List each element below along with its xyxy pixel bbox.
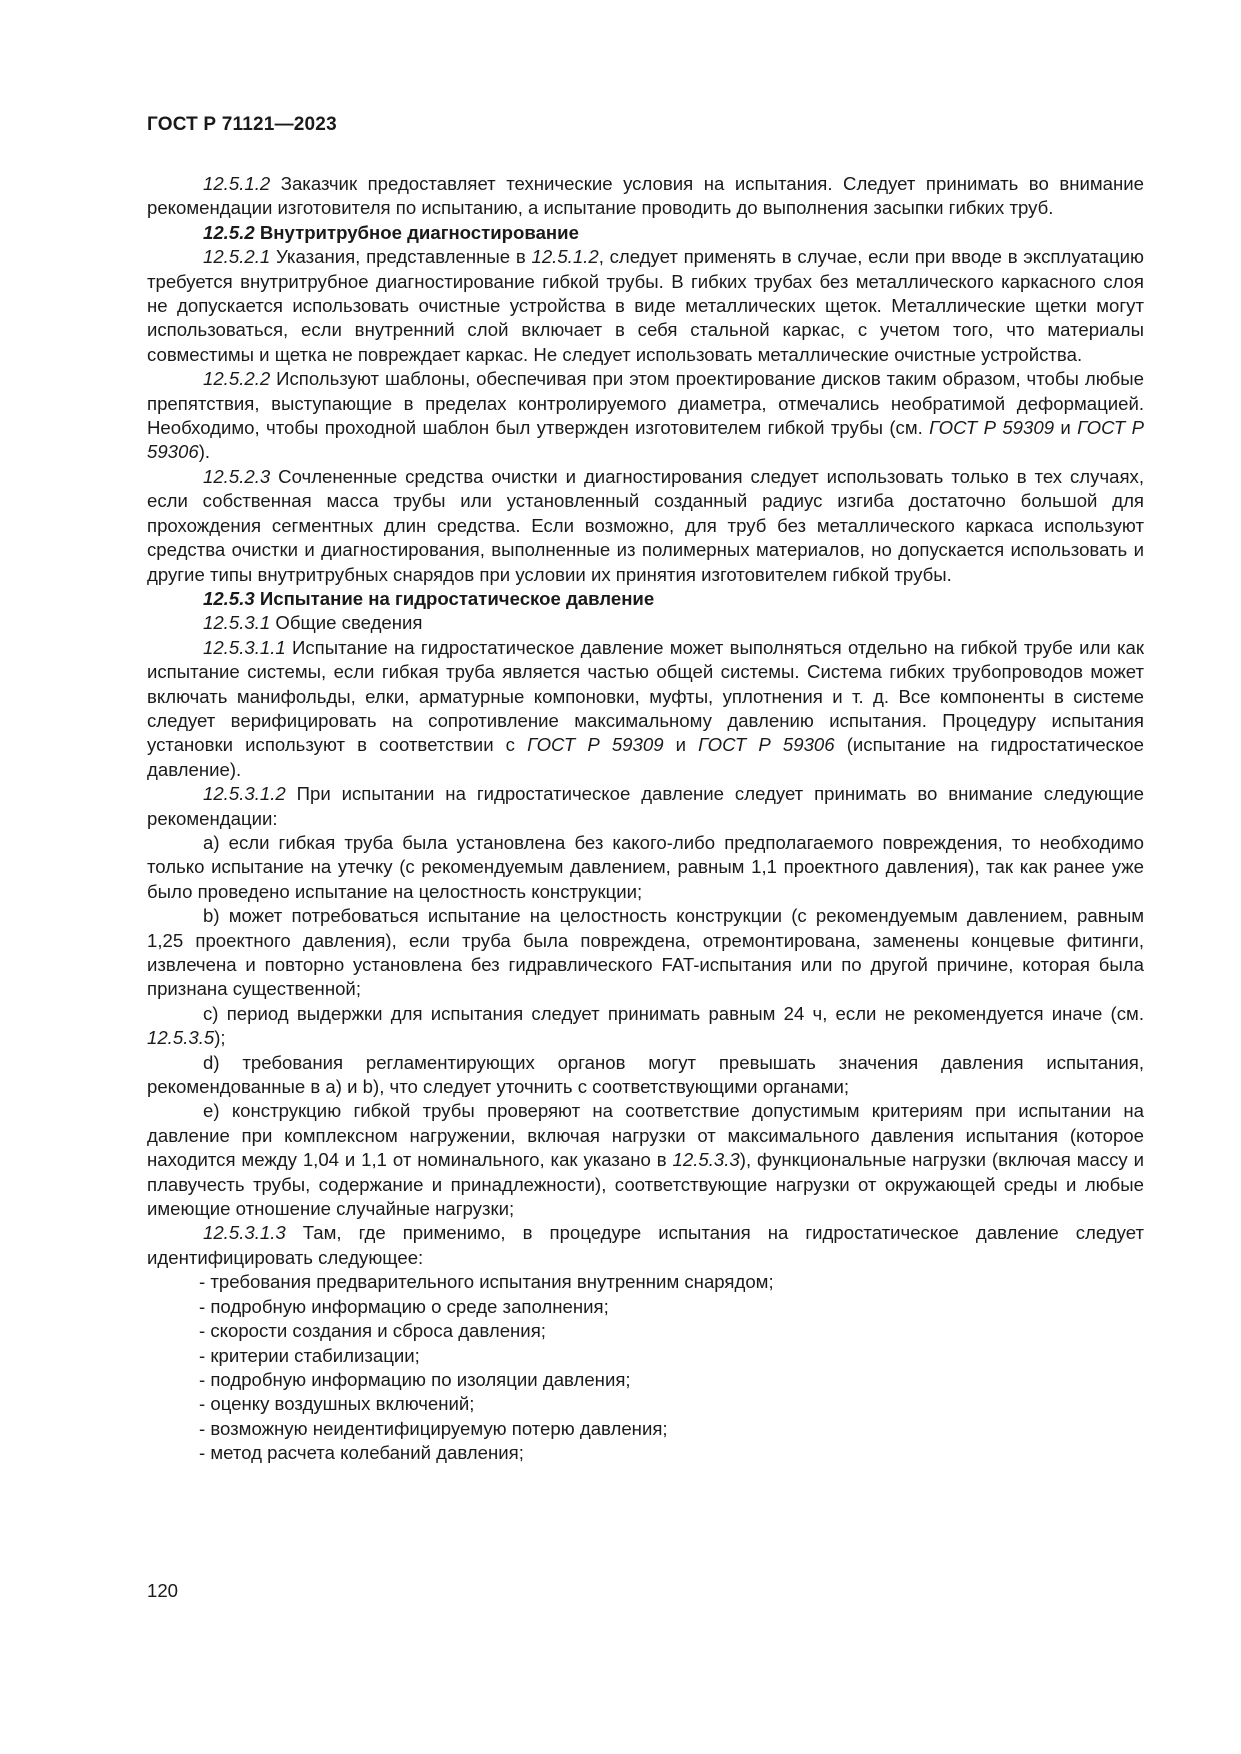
- section-number: 12.5.2: [203, 221, 255, 243]
- clause-number: 12.5.2.2: [203, 368, 271, 390]
- paragraph-text: Там, где применимо, в процедуре испытания на гидростатическое давление следует идентифицировать следующее:: [147, 1222, 1144, 1268]
- list-item-a: a) если гибкая труба была установлена без какого-либо предполагаемого повреждения, то необходимо только испытание на утечку (с рекомендуемым давлением, равным 1,1 проектного давления), так как ранее уже было проведено испытание на целостность конструкции;: [147, 831, 1144, 902]
- dash-list-item: - критерии стабилизации;: [199, 1344, 420, 1366]
- dash-list-item: - возможную неидентифицируемую потерю давления;: [199, 1417, 668, 1439]
- paragraph-text: ).: [198, 441, 211, 463]
- clause-number: 12.5.3.1.2: [203, 783, 286, 805]
- standard-reference: ГОСТ Р 59309: [527, 734, 664, 756]
- paragraph-text: Используют шаблоны, обеспечивая при этом проектирование дисков таким образом, чтобы любые препятствия, выступающие в пределах контролируемого диаметра, отмечались необратимой деформацией. Необходимо, чтобы проходной шаблон был утвержден изготовителем гибкой трубы (см.: [147, 368, 1144, 439]
- clause-number: 12.5.1.2: [203, 173, 271, 194]
- paragraph-text: Испытание на гидростатическое давление может выполняться отдельно на гибкой трубе или как испытание системы, если гибкая труба является частью общей системы. Система гибких трубопроводов может включать манифольды, елки, арматурные компоновки, муфты, уплотнения и т. д. Все компоненты в системе следует верифицировать на сопротивление максимальному давлению испытания. Процедуру испытания установки используют в соответствии с: [147, 636, 1144, 756]
- clause-reference: 12.5.1.2: [531, 246, 599, 268]
- list-item-e: [147, 1099, 1144, 1221]
- dash-list-item: - требования предварительного испытания внутренним снарядом;: [199, 1271, 774, 1293]
- clause-number: 12.5.3.1: [203, 612, 271, 634]
- document-header: ГОСТ Р 71121—2023: [147, 114, 337, 135]
- list-item-d: d) требования регламентирующих органов могут превышать значения давления испытания, рекомендованные в a) и b), что следует уточнить с соответствующими органами;: [147, 1051, 1144, 1098]
- paragraph-text: и: [1054, 417, 1078, 439]
- paragraph-12-5-2-1: [147, 245, 1144, 367]
- paragraph-text: Заказчик предоставляет технические условия на испытания. Следует принимать во внимание рекомендации изготовителя по испытанию, а испытание проводить до выполнения засыпки гибких труб.: [147, 173, 1144, 219]
- clause-number: 12.5.2.1: [203, 246, 271, 268]
- standard-reference: ГОСТ Р 59306: [147, 417, 1144, 463]
- paragraph-12-5-2-2: [147, 367, 1144, 465]
- dash-list-item: - подробную информацию о среде заполнения;: [199, 1295, 609, 1317]
- paragraph-12-5-2-3: [147, 465, 1144, 587]
- paragraph-text: Сочлененные средства очистки и диагностирования следует использовать только в тех случаях, если собственная масса трубы или установленный созданный радиус изгиба достаточно большой для прохождения сегментных длин средства. Если возможно, для труб без металлического каркаса используют средства очистки и диагностирования, выполненные из полимерных материалов, но допускается использовать и другие типы внутритрубных снарядов при условии их принятия изготовителем гибкой трубы.: [147, 465, 1144, 585]
- paragraph-text: ), функциональные нагрузки (включая массу и плавучесть трубы, содержание и принадлежности), соответствующие нагрузки от окружающей среды и любые имеющие отношение случайные нагрузки;: [147, 1149, 1144, 1220]
- page-number: 120: [147, 1580, 179, 1601]
- document-body: [147, 172, 1144, 1466]
- paragraph-12-5-3-1-3: [147, 1221, 1144, 1270]
- dash-list-item: - метод расчета колебаний давления;: [199, 1442, 524, 1464]
- clause-reference: 12.5.3.3: [672, 1149, 740, 1171]
- clause-reference: 12.5.3.5: [147, 1027, 215, 1049]
- paragraph-text: c) период выдержки для испытания следует принимать равным 24 ч, если не рекомендуется иначе (см.: [203, 1002, 1144, 1024]
- paragraph-12-5-3-1-2: [147, 782, 1144, 831]
- paragraph-text: и: [663, 734, 699, 756]
- paragraph-text: , следует применять в случае, если при вводе в эксплуатацию требуется внутритрубное диагностирование гибкой трубы. В гибких трубах без металлического каркасного слоя не допускается использовать очистные устройства в виде металлических щеток. Металлические щетки могут использоваться, если внутренний слой включает в себя стальной каркас, с учетом того, что материалы совместимы и щетка не повреждает каркас. Не следует использовать металлические очистные устройства.: [147, 246, 1145, 365]
- paragraph-text: );: [214, 1027, 226, 1049]
- paragraph-text: Указания, представленные в: [270, 246, 532, 268]
- list-item-b: b) может потребоваться испытание на целостность конструкции (с рекомендуемым давлением, равным 1,25 проектного давления), если труба была повреждена, отремонтирована, заменены концевые фитинги, извлечена и повторно установлена без гидравлического FAT-испытания или по другой причине, которая была признана существенной;: [147, 905, 1144, 1000]
- paragraph-text: При испытании на гидростатическое давление следует принимать во внимание следующие рекомендации:: [147, 783, 1144, 829]
- section-number: 12.5.3: [203, 587, 255, 609]
- paragraph-12-5-3-1-1: [147, 636, 1144, 782]
- clause-number: 12.5.2.3: [203, 465, 271, 487]
- dash-list-item: - оценку воздушных включений;: [199, 1393, 475, 1415]
- section-title: Внутритрубное диагностирование: [254, 221, 579, 243]
- section-heading-12-5-3: [147, 587, 1144, 611]
- standard-reference: ГОСТ Р 59306: [698, 734, 835, 756]
- clause-number: 12.5.3.1.3: [203, 1222, 286, 1244]
- paragraph-text: Общие сведения: [270, 612, 423, 634]
- paragraph-12-5-3-1: [147, 611, 1144, 635]
- paragraph-text: e) конструкцию гибкой трубы проверяют на соответствие допустимым критериям при испытании на давление при комплексном нагружении, включая нагрузки от максимального давления испытания (которое находится между 1,04 и 1,1 от номинального, как указано в: [147, 1100, 1144, 1171]
- section-title: Испытание на гидростатическое давление: [254, 587, 655, 609]
- section-heading-12-5-2: [147, 221, 1144, 245]
- dash-list-item: - подробную информацию по изоляции давления;: [199, 1368, 631, 1390]
- clause-number: 12.5.3.1.1: [203, 636, 286, 658]
- standard-reference: ГОСТ Р 59309: [929, 417, 1055, 439]
- list-item-c: [147, 1002, 1144, 1051]
- dash-list-item: - скорости создания и сброса давления;: [199, 1320, 546, 1342]
- paragraph-12-5-1-2: [147, 172, 1144, 221]
- paragraph-text: (испытание на гидростатическое давление).: [147, 734, 1144, 780]
